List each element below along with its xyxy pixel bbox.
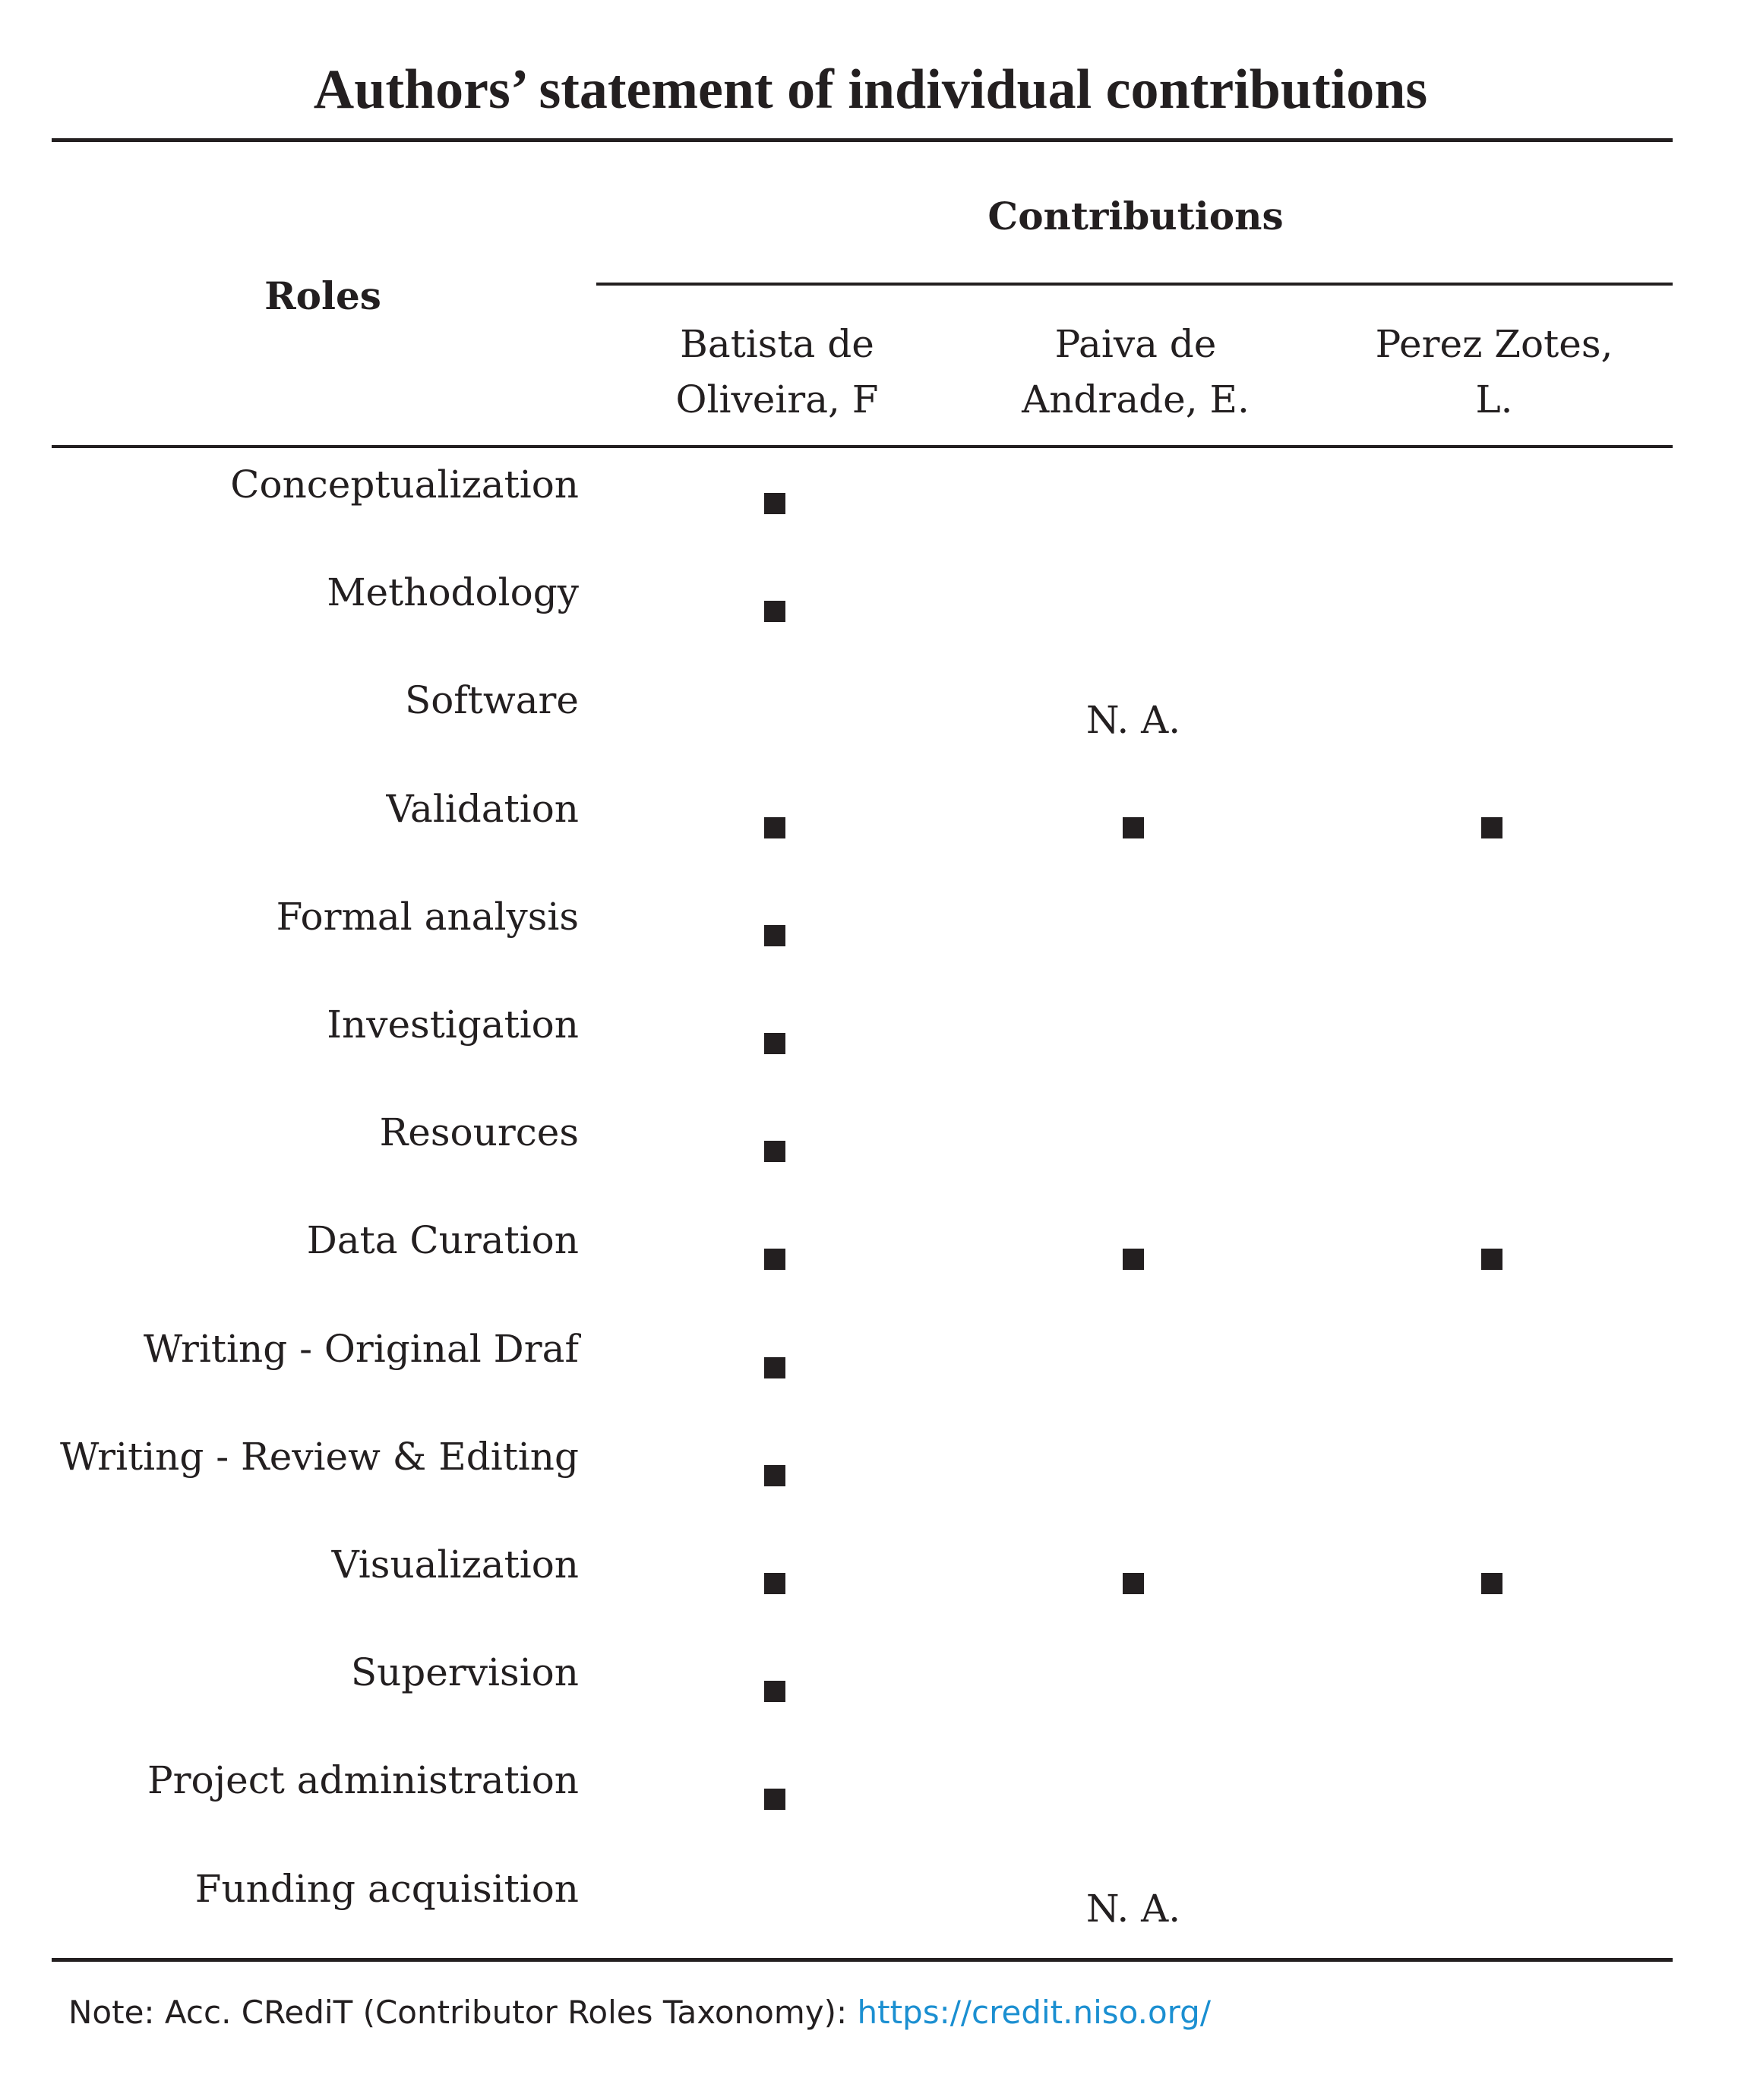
contribution-mark — [764, 1249, 785, 1270]
table-title: Authors’ statement of individual contributions — [313, 58, 1428, 121]
author-header-2: Paiva de Andrade, E. — [1022, 322, 1250, 422]
table-note — [68, 1990, 1211, 2035]
bottom-rule — [52, 1958, 1673, 1962]
role-label: Formal analysis — [276, 894, 579, 939]
role-label: Writing - Original Draf — [143, 1326, 579, 1371]
contribution-mark — [1481, 1249, 1502, 1270]
contribution-mark — [764, 1573, 785, 1594]
not-applicable-label: N. A. — [1085, 698, 1181, 743]
role-label: Conceptualization — [230, 463, 579, 507]
contribution-mark — [764, 601, 785, 622]
note-text: Note: Acc. CRediT (Contributor Roles Taxonomy): — [68, 1994, 858, 2031]
contributions-rule — [596, 283, 1673, 286]
contributions-header: Contributions — [987, 194, 1284, 238]
role-label: Project administration — [147, 1758, 579, 1803]
contribution-mark — [1123, 817, 1144, 838]
role-label: Methodology — [327, 570, 579, 615]
contribution-mark — [764, 1465, 785, 1486]
contribution-mark — [764, 1033, 785, 1054]
not-applicable-label: N. A. — [1085, 1886, 1181, 1931]
contribution-mark — [764, 817, 785, 838]
top-rule — [52, 138, 1673, 142]
role-label: Validation — [386, 786, 579, 831]
header-bottom-rule — [52, 445, 1673, 448]
role-label: Writing - Review & Editing — [60, 1434, 579, 1479]
contribution-mark — [1481, 1573, 1502, 1594]
contribution-mark — [764, 1789, 785, 1810]
credit-link[interactable]: https://credit.niso.org/ — [857, 1994, 1211, 2031]
role-label: Supervision — [350, 1650, 579, 1695]
role-label: Software — [404, 678, 579, 723]
author-header-3: Perez Zotes, L. — [1375, 322, 1613, 422]
contribution-mark — [1123, 1249, 1144, 1270]
contribution-mark — [1123, 1573, 1144, 1594]
role-label: Investigation — [327, 1003, 579, 1047]
contribution-mark — [764, 1357, 785, 1378]
author-header-1: Batista de Oliveira, F — [675, 322, 879, 422]
role-label: Data Curation — [306, 1218, 579, 1263]
contribution-mark — [764, 1141, 785, 1162]
contribution-mark — [764, 925, 785, 946]
role-label: Funding acquisition — [194, 1866, 579, 1911]
role-label: Resources — [379, 1110, 579, 1155]
role-label: Visualization — [331, 1543, 579, 1587]
contribution-mark — [764, 1681, 785, 1702]
contribution-mark — [764, 493, 785, 514]
roles-header: Roles — [264, 273, 381, 318]
contribution-mark — [1481, 817, 1502, 838]
